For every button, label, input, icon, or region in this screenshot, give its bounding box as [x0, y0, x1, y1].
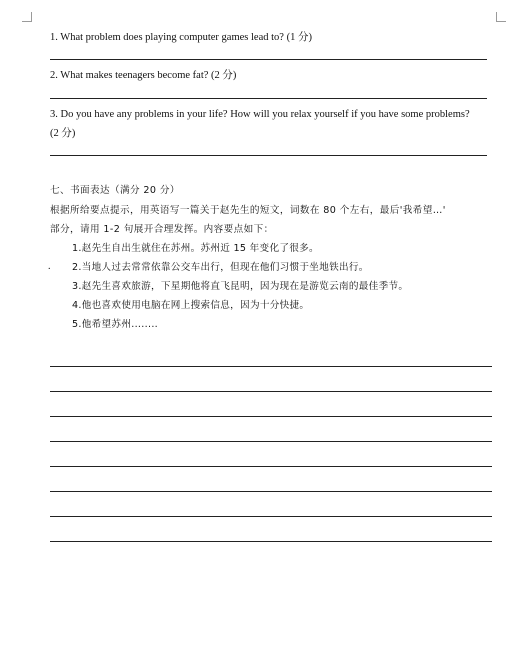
writing-line-5: [50, 466, 492, 467]
writing-point-4: 4.他也喜欢使用电脑在网上搜索信息，因为十分快捷。: [72, 300, 310, 311]
writing-heading: 七、书面表达（满分 20 分）: [50, 185, 180, 196]
writing-line-6: [50, 491, 492, 492]
writing-instruction-line-1: 根据所给要点提示，用英语写一篇关于赵先生的短文，词数在 80 个左右，最后'我希望…': [50, 205, 446, 216]
stray-dot: .: [48, 261, 51, 272]
page-corner-mark-left: [22, 12, 32, 22]
writing-line-3: [50, 416, 492, 417]
writing-line-8: [50, 541, 492, 542]
writing-line-2: [50, 391, 492, 392]
answer-line-1: [50, 59, 487, 60]
page-corner-mark-right: [496, 12, 506, 22]
writing-line-7: [50, 516, 492, 517]
question-1: 1. What problem does playing computer games lead to? (1 分): [50, 32, 312, 43]
question-3: 3. Do you have any problems in your life? How will you relax yourself if you have some problems?: [50, 109, 470, 120]
writing-point-2: 2.当地人过去常常依靠公交车出行，但现在他们习惯于坐地铁出行。: [72, 262, 369, 273]
answer-line-3: [50, 155, 487, 156]
writing-point-3: 3.赵先生喜欢旅游，下星期他将直飞昆明，因为现在是游览云南的最佳季节。: [72, 281, 409, 292]
writing-line-1: [50, 366, 492, 367]
question-2: 2. What makes teenagers become fat? (2 分): [50, 70, 237, 81]
writing-point-5: 5.他希望苏州........: [72, 319, 159, 330]
writing-point-1: 1.赵先生自出生就住在苏州。苏州近 15 年变化了很多。: [72, 243, 319, 254]
writing-line-4: [50, 441, 492, 442]
writing-instruction-line-2: 部分，请用 1-2 句展开合理发挥。内容要点如下：: [50, 224, 274, 235]
question-3-score: (2 分): [50, 128, 76, 139]
answer-line-2: [50, 98, 487, 99]
